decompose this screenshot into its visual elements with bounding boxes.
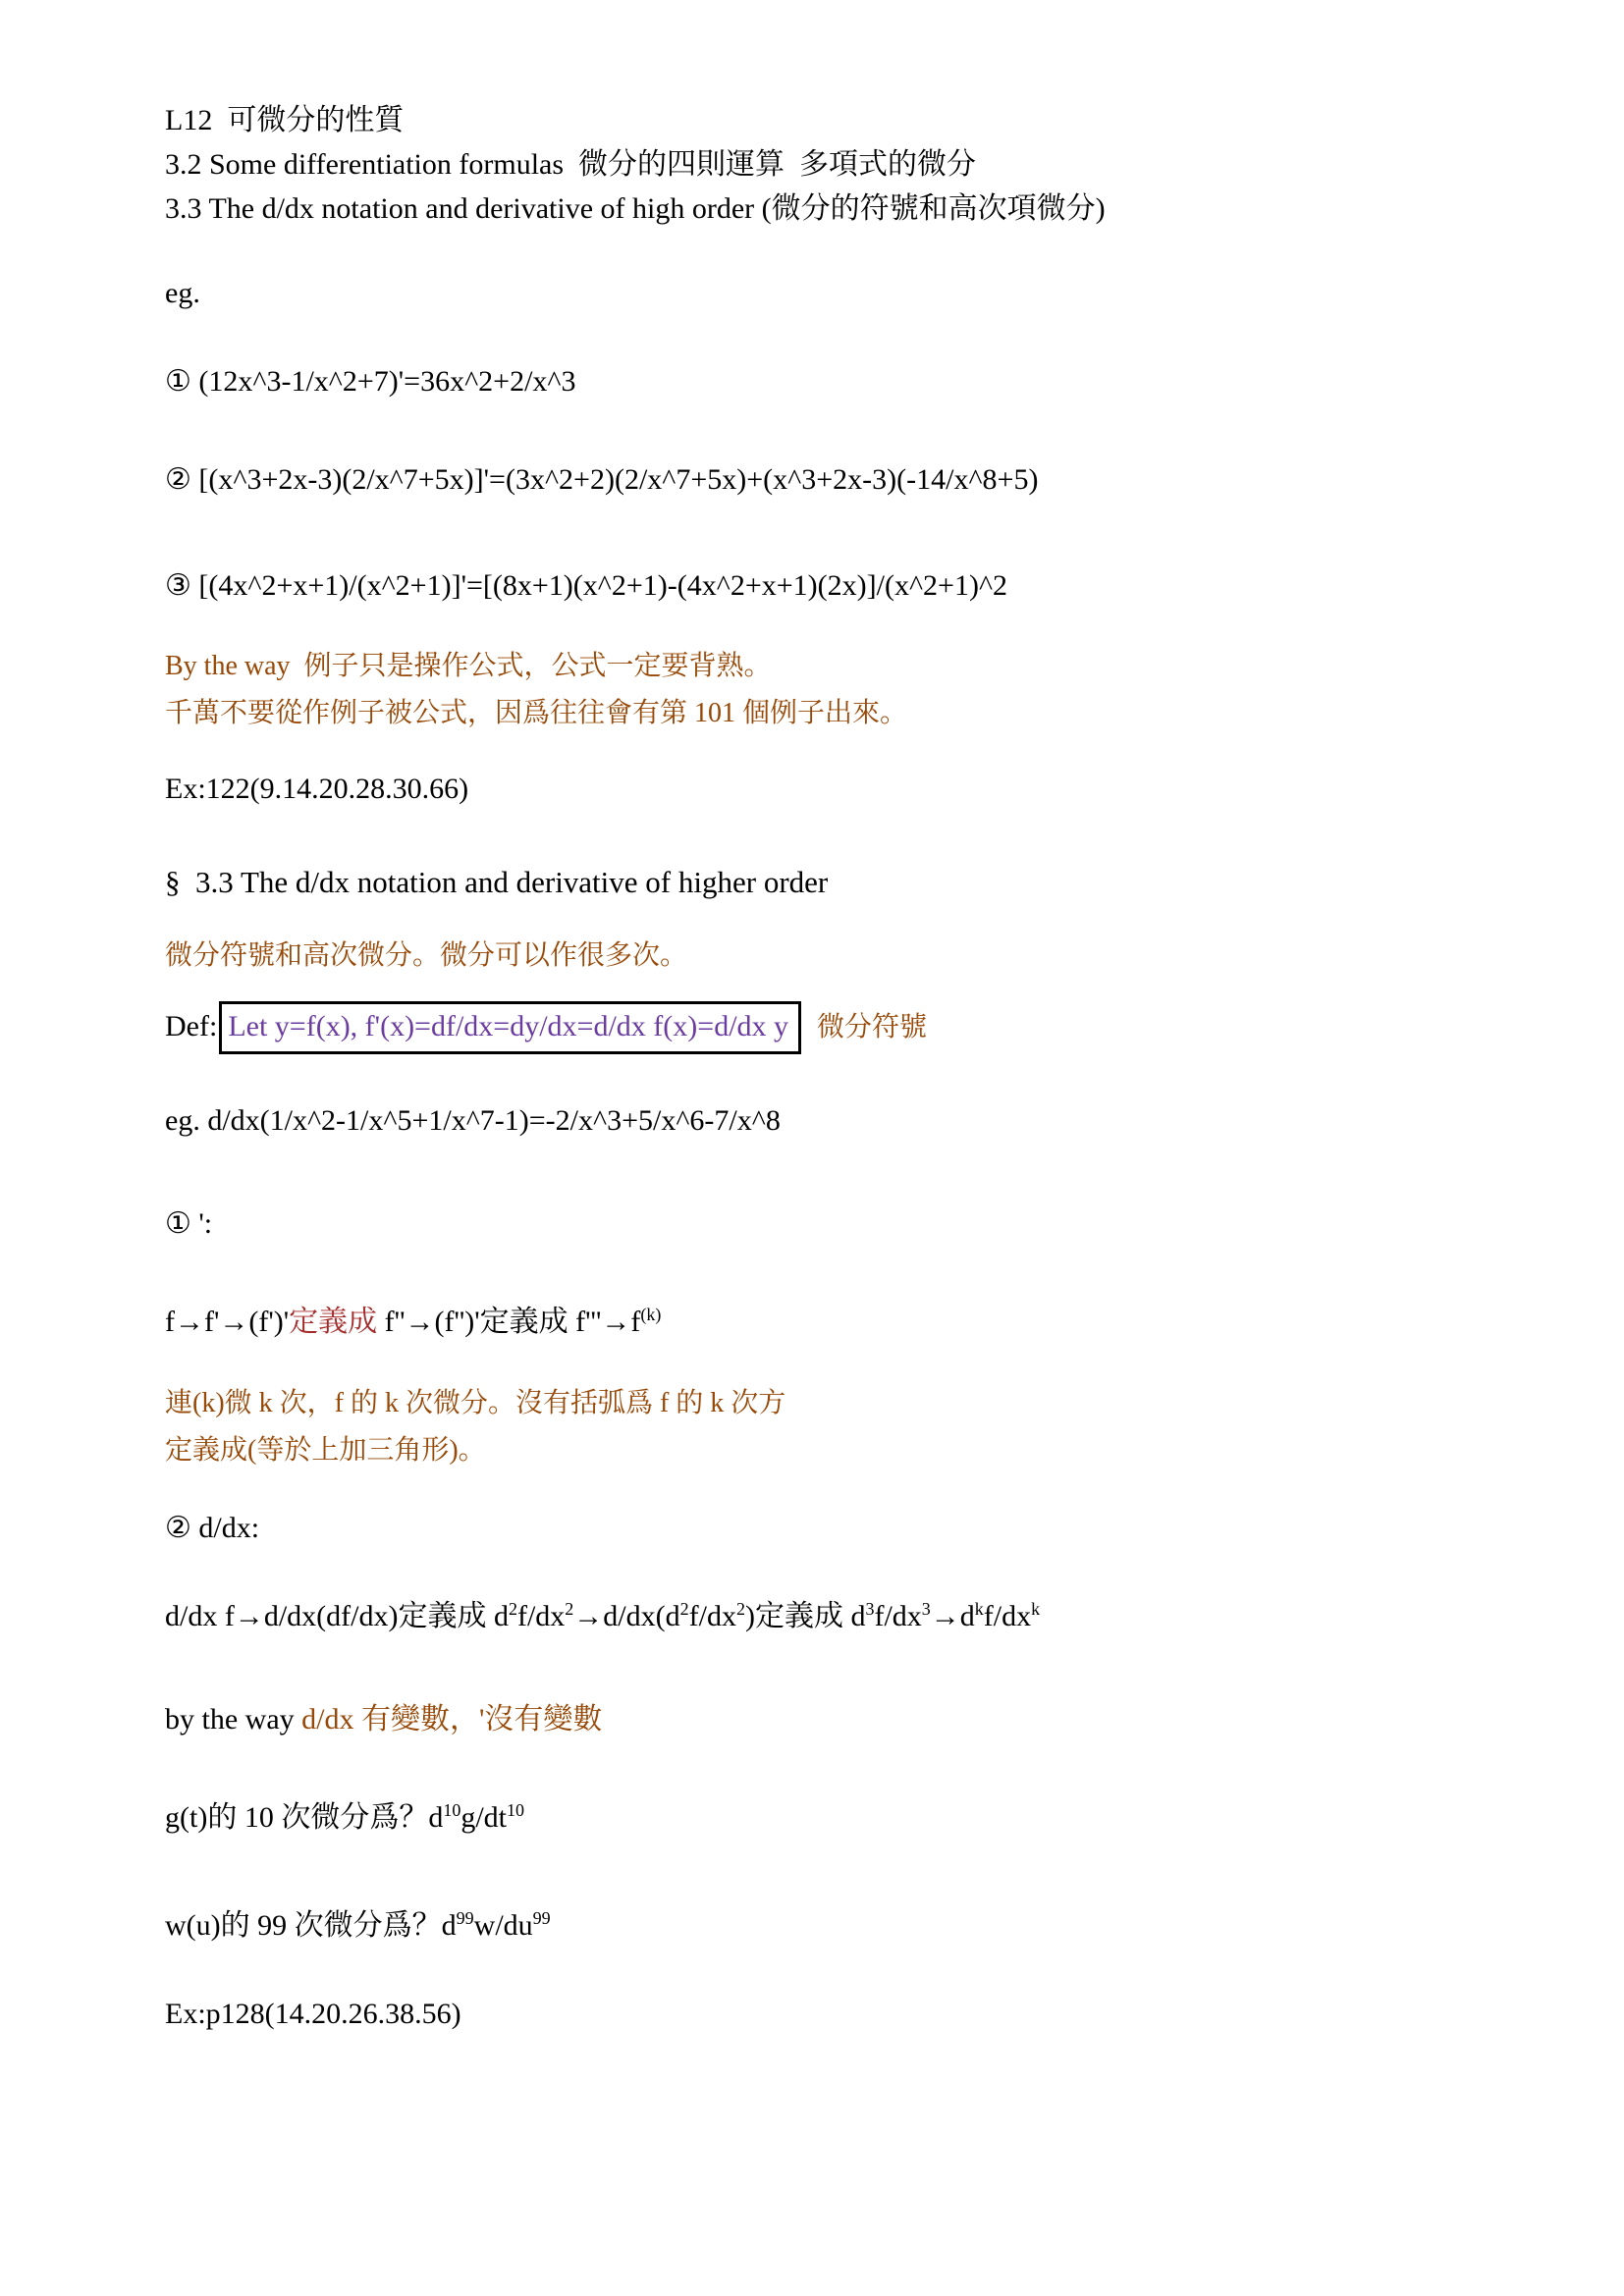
formula-segment: f→f'→(f')' (165, 1306, 290, 1338)
course-title: L12 可微分的性質 (165, 104, 405, 136)
superscript: 2 (679, 1599, 689, 1619)
example-1: ① (12x^3-1/x^2+7)'=36x^2+2/x^3 (165, 365, 576, 398)
def-annotation: 微分符號 (817, 1012, 928, 1042)
example-3: ③ [(4x^2+x+1)/(x^2+1)]'=[(8x+1)(x^2+1)-(4x^2+x+1)(2x)]/(x^2+1)^2 (165, 569, 1008, 602)
superscript: 10 (507, 1800, 524, 1820)
example-2: ② [(x^3+2x-3)(2/x^7+5x)]'=(3x^2+2)(2/x^7+5x)+(x^3+2x-3)(-14/x^8+5) (165, 463, 1039, 496)
prime-note-block (165, 1380, 1516, 1474)
exercise-ref-2: Ex:p128(14.20.26.38.56) (165, 1998, 461, 2030)
formula-segment: g/dt (460, 1801, 507, 1834)
section-3-3-line: 3.3 The d/dx notation and derivative of high order (微分的符號和高次項微分) (165, 192, 1106, 225)
superscript: 10 (443, 1800, 461, 1820)
warning-note-block (165, 643, 1516, 737)
eg-label: eg. (165, 277, 200, 309)
superscript: 3 (865, 1599, 875, 1619)
superscript: k (1031, 1599, 1041, 1619)
note-formula-warning: 千萬不要從作例子被公式，因爲往往會有第 101 個例子出來。 (165, 698, 908, 728)
question-g10 (165, 1799, 1516, 1837)
prime-chain-formula (165, 1304, 1516, 1341)
formula-segment: f/dx (516, 1600, 566, 1632)
ddx-chain-formula (165, 1598, 1516, 1635)
def-label: Def: (165, 1010, 218, 1042)
formula-segment: d/dx f→d/dx(df/dx)定義成 d (165, 1600, 509, 1632)
superscript: 2 (508, 1599, 517, 1619)
btw-brown-segment: d/dx 有變數，'沒有變數 (301, 1703, 603, 1735)
superscript-k: (k) (640, 1305, 662, 1324)
btw-black-segment: by the way (165, 1703, 302, 1735)
prime-note-2: 定義成(等於上加三角形)。 (165, 1435, 486, 1466)
formula-segment: f/dx (874, 1600, 922, 1632)
formula-segment: w(u)的 99 次微分爲？d (165, 1909, 457, 1942)
formula-segment: w/du (473, 1909, 533, 1942)
section-heading: § 3.3 The d/dx notation and derivative of higher order (165, 865, 829, 899)
superscript: 2 (565, 1599, 574, 1619)
item-ddx-label: ② d/dx: (165, 1512, 260, 1544)
formula-segment: f''→(f'')'定義成 f'''→f (377, 1306, 641, 1338)
note-by-the-way: By the way 例子只是操作公式，公式一定要背熟。 (165, 651, 772, 681)
exercise-ref-1: Ex:122(9.14.20.28.30.66) (165, 773, 469, 805)
formula-segment: )定義成 d (744, 1600, 866, 1632)
defined-as-highlight: 定義成 (289, 1306, 378, 1338)
formula-segment: f/dx (983, 1600, 1032, 1632)
formula-segment: g(t)的 10 次微分爲？d (165, 1801, 444, 1834)
superscript: 3 (921, 1599, 931, 1619)
prime-note-1: 連(k)微 k 次，f 的 k 次微分。沒有括弧爲 f 的 k 次方 (165, 1388, 786, 1418)
item-prime-label: ① ': (165, 1207, 213, 1240)
section-3-2-line: 3.2 Some differentiation formulas 微分的四則運算 多項式的微分 (165, 148, 977, 181)
btw-line (165, 1701, 1516, 1738)
example-ddx: eg. d/dx(1/x^2-1/x^5+1/x^7-1)=-2/x^3+5/x^6-7/x^8 (165, 1104, 781, 1137)
def-box: Let y=f(x), f'(x)=df/dx=dy/dx=d/dx f(x)=d/dx y (219, 1001, 801, 1054)
section-subnote: 微分符號和高次微分。微分可以作很多次。 (165, 940, 688, 971)
formula-segment: →d/dx(d (573, 1600, 680, 1632)
formula-segment: →d (930, 1600, 975, 1632)
superscript: 2 (735, 1599, 745, 1619)
question-w99 (165, 1907, 1516, 1945)
formula-segment: f/dx (688, 1600, 736, 1632)
superscript: 99 (456, 1908, 474, 1928)
definition-line (165, 1001, 1516, 1054)
superscript: 99 (532, 1908, 551, 1928)
header-block (165, 98, 1516, 231)
superscript: k (974, 1599, 984, 1619)
